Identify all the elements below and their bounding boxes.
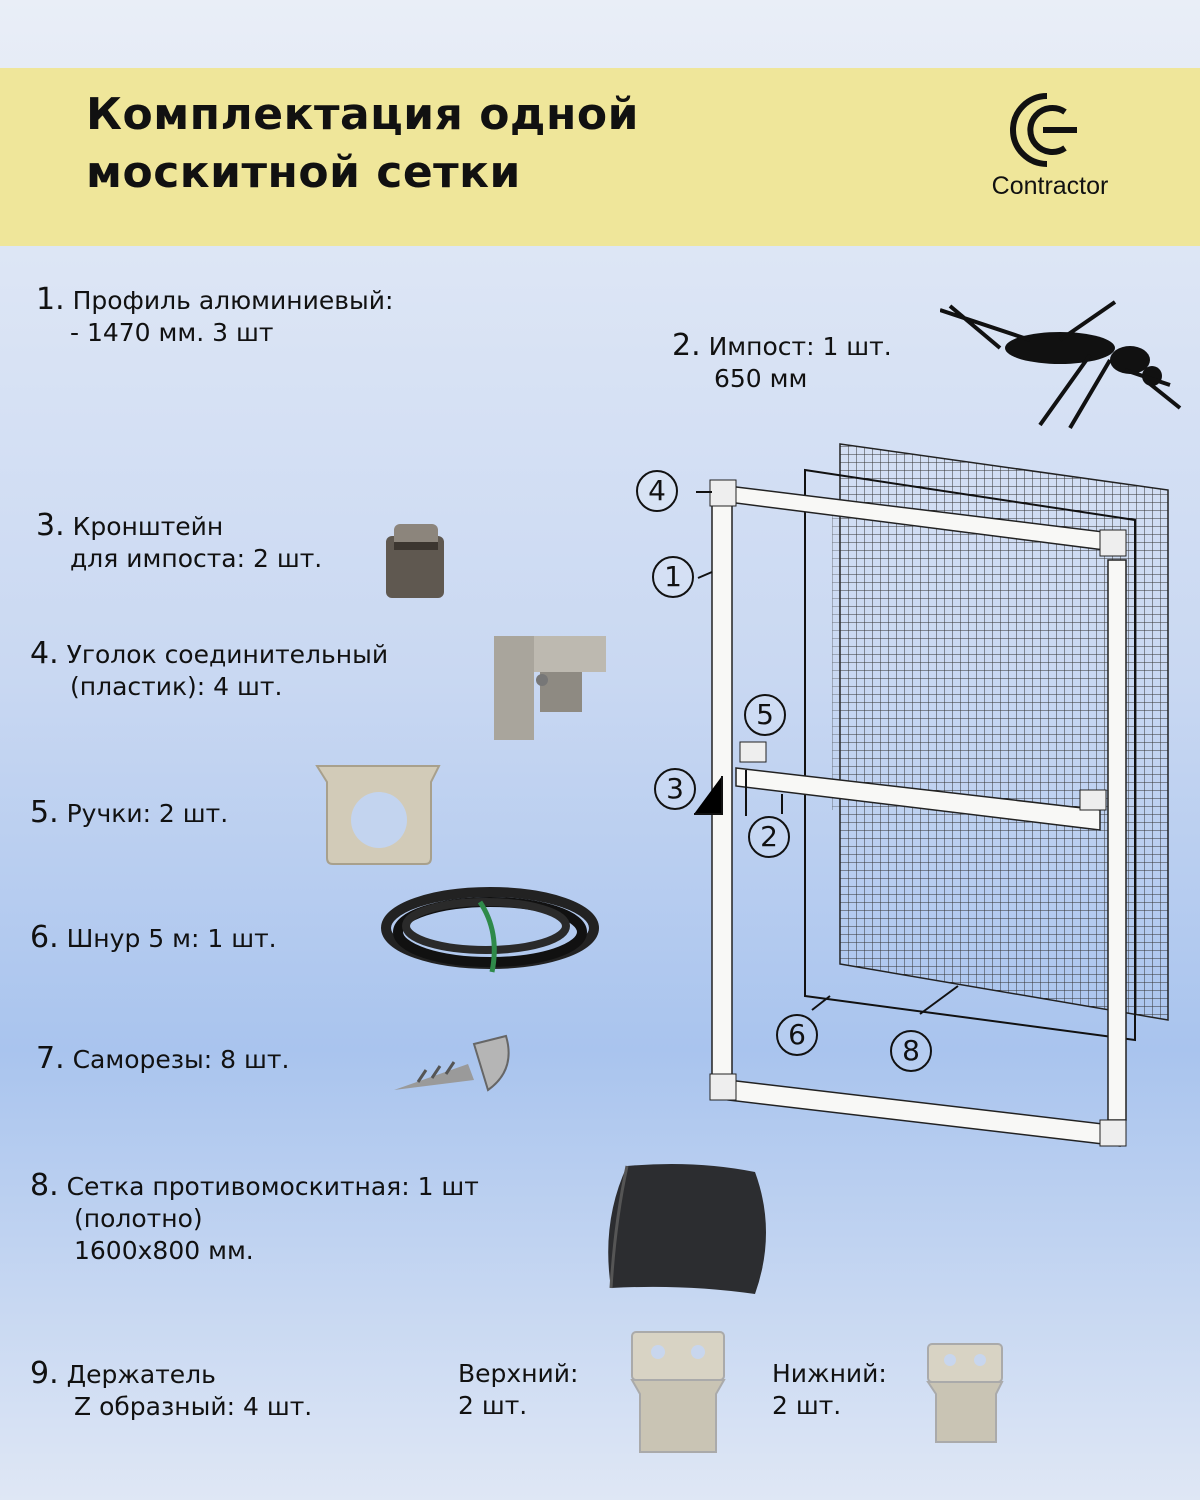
item-text: - 1470 мм. 3 шт [70,318,274,347]
holder-label: Нижний: [772,1359,887,1388]
item-number: 3. [36,508,65,543]
brand-logo [975,88,1135,218]
item-text: Профиль алюминиевый: [72,286,394,315]
page-title [86,86,639,202]
item-number: 7. [36,1041,65,1076]
item-text: Z образный: 4 шт. [74,1392,313,1421]
item-text: для импоста: 2 шт. [70,544,323,573]
item-text: Шнур 5 м: 1 шт. [66,924,277,953]
screw-image [388,1030,523,1102]
item-number: 2. [672,328,701,363]
brand-name: Contractor [991,172,1109,200]
item-8 [30,1170,479,1267]
lower-holder-image [922,1340,1008,1446]
item-5 [30,797,228,830]
upper-holder-image [624,1328,732,1456]
frame-diagram-image [600,430,1200,1190]
corner-connector-image [486,630,611,745]
item-text: Уголок соединительный [66,640,389,669]
callout-4: 4 [636,470,678,512]
item-number: 1. [36,282,65,317]
item-text: Импост: 1 шт. [708,332,892,361]
contractor-logo-icon [995,88,1095,172]
item-text: (полотно) [74,1204,203,1233]
item-4 [30,638,388,703]
item-6 [30,922,277,955]
callout-3: 3 [654,768,696,810]
item-number: 5. [30,795,59,830]
handle-image [313,758,443,868]
item-number: 6. [30,920,59,955]
title-line-1: Комплектация одной [86,89,639,140]
holder-qty: 2 шт. [458,1391,528,1420]
upper-holder-label [458,1358,578,1422]
item-number: 4. [30,636,59,671]
item-9 [30,1358,312,1423]
item-1 [36,284,393,349]
callout-2: 2 [748,816,790,858]
item-number: 8. [30,1168,59,1203]
mosquito-icon [940,300,1190,430]
item-text: 1600х800 мм. [74,1236,254,1265]
item-text: Кронштейн [72,512,224,541]
item-7 [36,1043,289,1076]
item-text: (пластик): 4 шт. [70,672,283,701]
title-line-2: москитной сетки [86,147,521,198]
bracket-image [380,520,450,600]
holder-label: Верхний: [458,1359,579,1388]
holder-qty: 2 шт. [772,1391,842,1420]
assembly-diagram [600,430,1200,1190]
item-number: 9. [30,1356,59,1391]
item-text: Саморезы: 8 шт. [72,1045,290,1074]
lower-holder-label [772,1358,887,1422]
item-3 [36,510,322,575]
callout-5: 5 [744,694,786,736]
item-text: Сетка противомоскитная: 1 шт [66,1172,479,1201]
item-text: Ручки: 2 шт. [66,799,229,828]
item-text: 650 мм [714,364,808,393]
callout-8: 8 [890,1030,932,1072]
item-2 [672,330,892,395]
callout-1: 1 [652,556,694,598]
item-text: Держатель [66,1360,216,1389]
cord-image [380,882,602,982]
callout-6: 6 [776,1014,818,1056]
